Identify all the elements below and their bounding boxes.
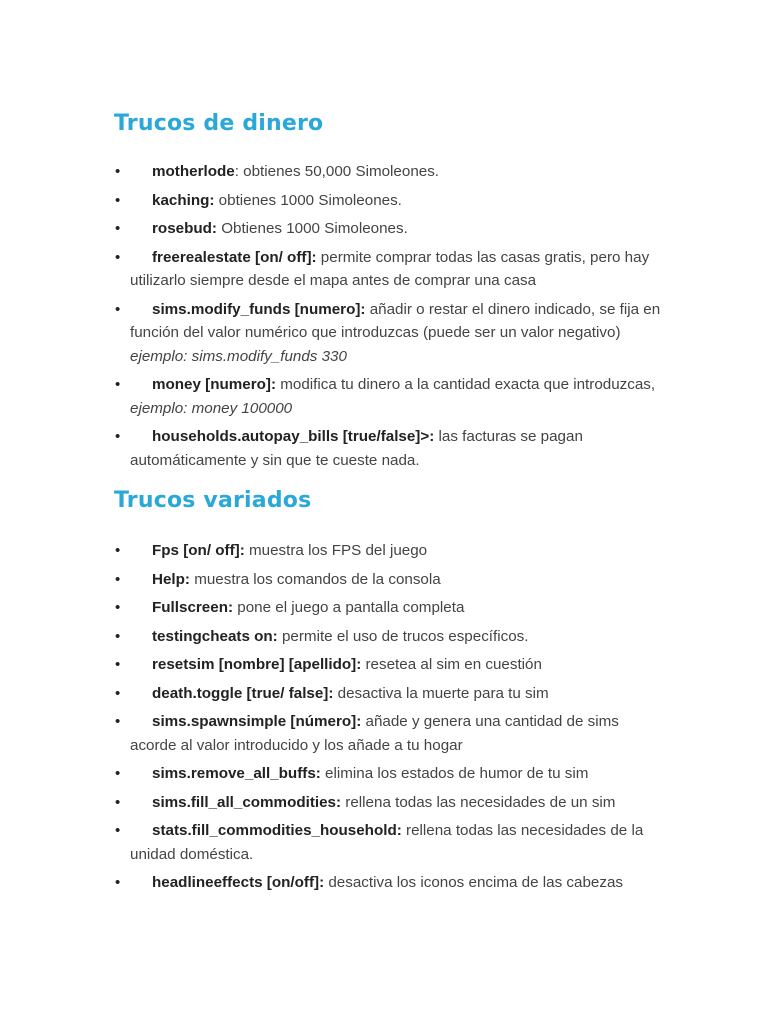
list-item [0,871,768,895]
cheat-command: sims.remove_all_buffs: [152,765,321,782]
cheat-command: sims.modify_funds [numero]: [152,300,366,318]
cheat-description: pone el juego a pantalla completa [233,599,465,616]
section-title-misc: Trucos variados [114,488,312,513]
cheat-description: resetea al sim en cuestión [361,656,542,673]
list-item [0,246,768,293]
bullet-icon: • [115,793,121,811]
cheat-command: money [numero]: [152,376,277,393]
bullet-icon: • [115,191,121,209]
bullet-icon: • [115,684,121,702]
cheat-description: rellena todas las necesidades de la unidad doméstica. [130,822,644,863]
list-item [0,160,768,184]
cheat-description: muestra los comandos de la consola [189,570,441,588]
cheat-command: kaching: [152,191,215,209]
cheat-description: Obtienes 1000 Simoleones. [216,220,408,237]
cheat-command: Fullscreen: [152,599,234,616]
cheat-example: ejemplo: sims.modify_funds 330 [130,347,347,365]
bullet-icon: • [115,874,121,891]
cheat-command: resetsim [nombre] [apellido]: [152,656,362,673]
bullet-icon: • [115,300,121,318]
list-item [0,298,768,369]
bullet-icon: • [115,428,121,445]
list-item [0,653,768,677]
cheat-description: permite comprar todas las casas gratis, pero hay utilizarlo siempre desde el mapa antes de comprar una casa [130,248,650,289]
cheat-description: añade y genera una cantidad de sims acorde al valor introducido y los añade a tu hogar [130,713,619,754]
bullet-icon: • [115,163,121,180]
list-item [0,568,768,592]
bullet-icon: • [115,376,121,393]
cheat-description: añadir o restar el dinero indicado, se fija en función del valor numérico que introduzcas (puede ser un valor negativo) [130,300,661,341]
bullet-icon: • [115,248,121,266]
bullet-icon: • [115,765,121,782]
cheat-command: motherlode [152,163,235,180]
cheat-command: stats.fill_commodities_household: [152,822,402,839]
cheat-command: Help: [152,570,190,588]
list-item [0,217,768,241]
money-cheats-list [0,160,768,477]
list-item [0,682,768,706]
cheat-description: desactiva la muerte para tu sim [333,684,549,702]
cheat-command: rosebud: [152,220,217,237]
cheat-description: las facturas se pagan automáticamente y sin que te cueste nada. [130,428,583,469]
bullet-icon: • [115,599,121,616]
cheat-description: obtienes 1000 Simoleones. [214,191,402,209]
list-item [0,373,768,420]
cheat-command: death.toggle [true/ false]: [152,684,334,702]
cheat-description: muestra los FPS del juego [244,542,428,559]
cheat-command: Fps [on/ off]: [152,542,245,559]
misc-cheats-list [0,539,768,900]
cheat-example: ejemplo: money 100000 [130,399,293,417]
bullet-icon: • [115,220,121,237]
cheat-command: freerealestate [on/ off]: [152,248,317,266]
list-item [0,791,768,815]
bullet-icon: • [115,627,121,645]
cheat-command: households.autopay_bills [true/false]>: [152,428,435,445]
list-item [0,625,768,649]
cheat-description: modifica tu dinero a la cantidad exacta que introduzcas, [276,376,656,393]
list-item [0,762,768,786]
cheat-description: desactiva los iconos encima de las cabezas [324,874,623,891]
list-item [0,819,768,866]
cheat-description: : obtienes 50,000 Simoleones. [234,163,440,180]
cheat-command: testingcheats on: [152,627,278,645]
list-item [0,596,768,620]
list-item [0,539,768,563]
list-item [0,425,768,472]
section-title-money: Trucos de dinero [114,111,324,136]
bullet-icon: • [115,713,121,730]
cheat-description: rellena todas las necesidades de un sim [341,793,616,811]
list-item [0,189,768,213]
list-item [0,710,768,757]
bullet-icon: • [115,570,121,588]
bullet-icon: • [115,822,121,839]
bullet-icon: • [115,656,121,673]
cheat-description: elimina los estados de humor de tu sim [320,765,589,782]
cheat-description: permite el uso de trucos específicos. [277,627,529,645]
bullet-icon: • [115,542,121,559]
cheat-command: sims.fill_all_commodities: [152,793,342,811]
cheat-command: headlineeffects [on/off]: [152,874,325,891]
cheat-command: sims.spawnsimple [número]: [152,713,362,730]
